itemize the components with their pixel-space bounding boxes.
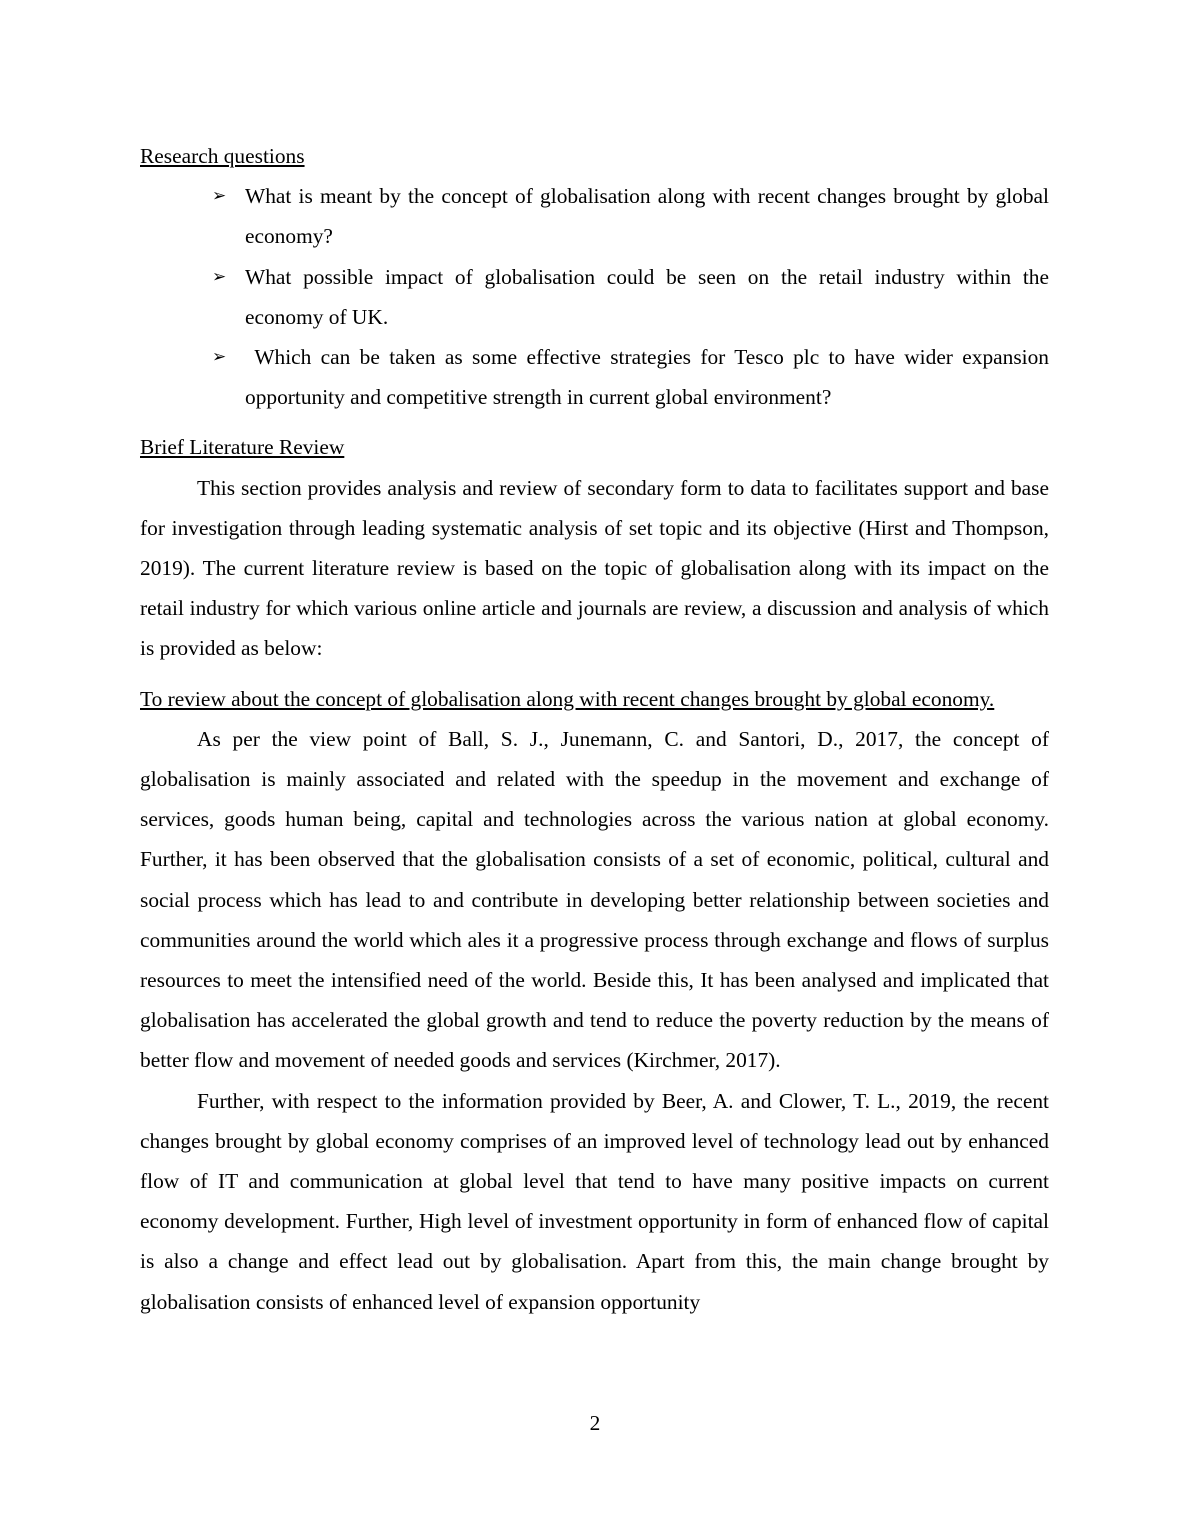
research-question-text: What possible impact of globalisation could be seen on the retail industry within the economy of UK.	[245, 264, 1049, 329]
arrow-bullet-icon: ➢	[212, 347, 227, 367]
list-item	[140, 337, 1055, 417]
list-item	[140, 176, 1049, 256]
research-question-text: Which can be taken as some effective strategies for Tesco plc to have wider expansion opportunity and competitive strength in current global environment?	[245, 345, 1055, 410]
research-questions-list	[140, 176, 1055, 417]
objective-paragraph-2: Further, with respect to the information provided by Beer, A. and Clower, T. L., 2019, the recent changes brought by global economy comprises of an improved level of technology lead out by enhanced flow of IT and communication at global level that tend to have many positive impacts on current economy development. Further, High level of investment opportunity in form of enhanced flow of capital is also a change and effect lead out by globalisation. Apart from this, the main change brought by globalisation consists of enhanced level of expansion opportunity	[140, 1088, 1049, 1314]
objective-heading: To review about the concept of globalisation along with recent changes brought by global economy.	[140, 686, 995, 711]
arrow-bullet-icon: ➢	[212, 266, 227, 286]
objective-paragraph-1: As per the view point of Ball, S. J., Junemann, C. and Santori, D., 2017, the concept of globalisation is mainly associated and related with the speedup in the movement and exchange of services, goods human being, capital and technologies across the various nation at global economy. Further, it has been observed that the globalisation consists of a set of economic, political, cultural and social process which has lead to and contribute in developing better relationship between societies and communities around the world which ales it a progressive process through exchange and flows of surplus resources to meet the intensified need of the world. Beside this, It has been analysed and implicated that globalisation has accelerated the global growth and tend to reduce the poverty reduction by the means of better flow and movement of needed goods and services (Kirchmer, 2017).	[140, 726, 1049, 1073]
research-questions-heading: Research questions	[140, 144, 305, 168]
research-question-text: What is meant by the concept of globalisation along with recent changes brought by global economy?	[245, 184, 1049, 249]
document-page	[140, 136, 1055, 1322]
page-number: 2	[589, 1411, 601, 1435]
arrow-bullet-icon: ➢	[212, 186, 227, 206]
list-item	[140, 257, 1049, 337]
literature-review-intro: This section provides analysis and review of secondary form to data to facilitates support and base for investigation through leading systematic analysis of set topic and its objective (Hirst and Thompson, 2019). The current literature review is based on the topic of globalisation along with its impact on the retail industry for which various online article and journals are review, a discussion and analysis of which is provided as below:	[140, 475, 1049, 661]
literature-review-heading: Brief Literature Review	[140, 435, 345, 460]
